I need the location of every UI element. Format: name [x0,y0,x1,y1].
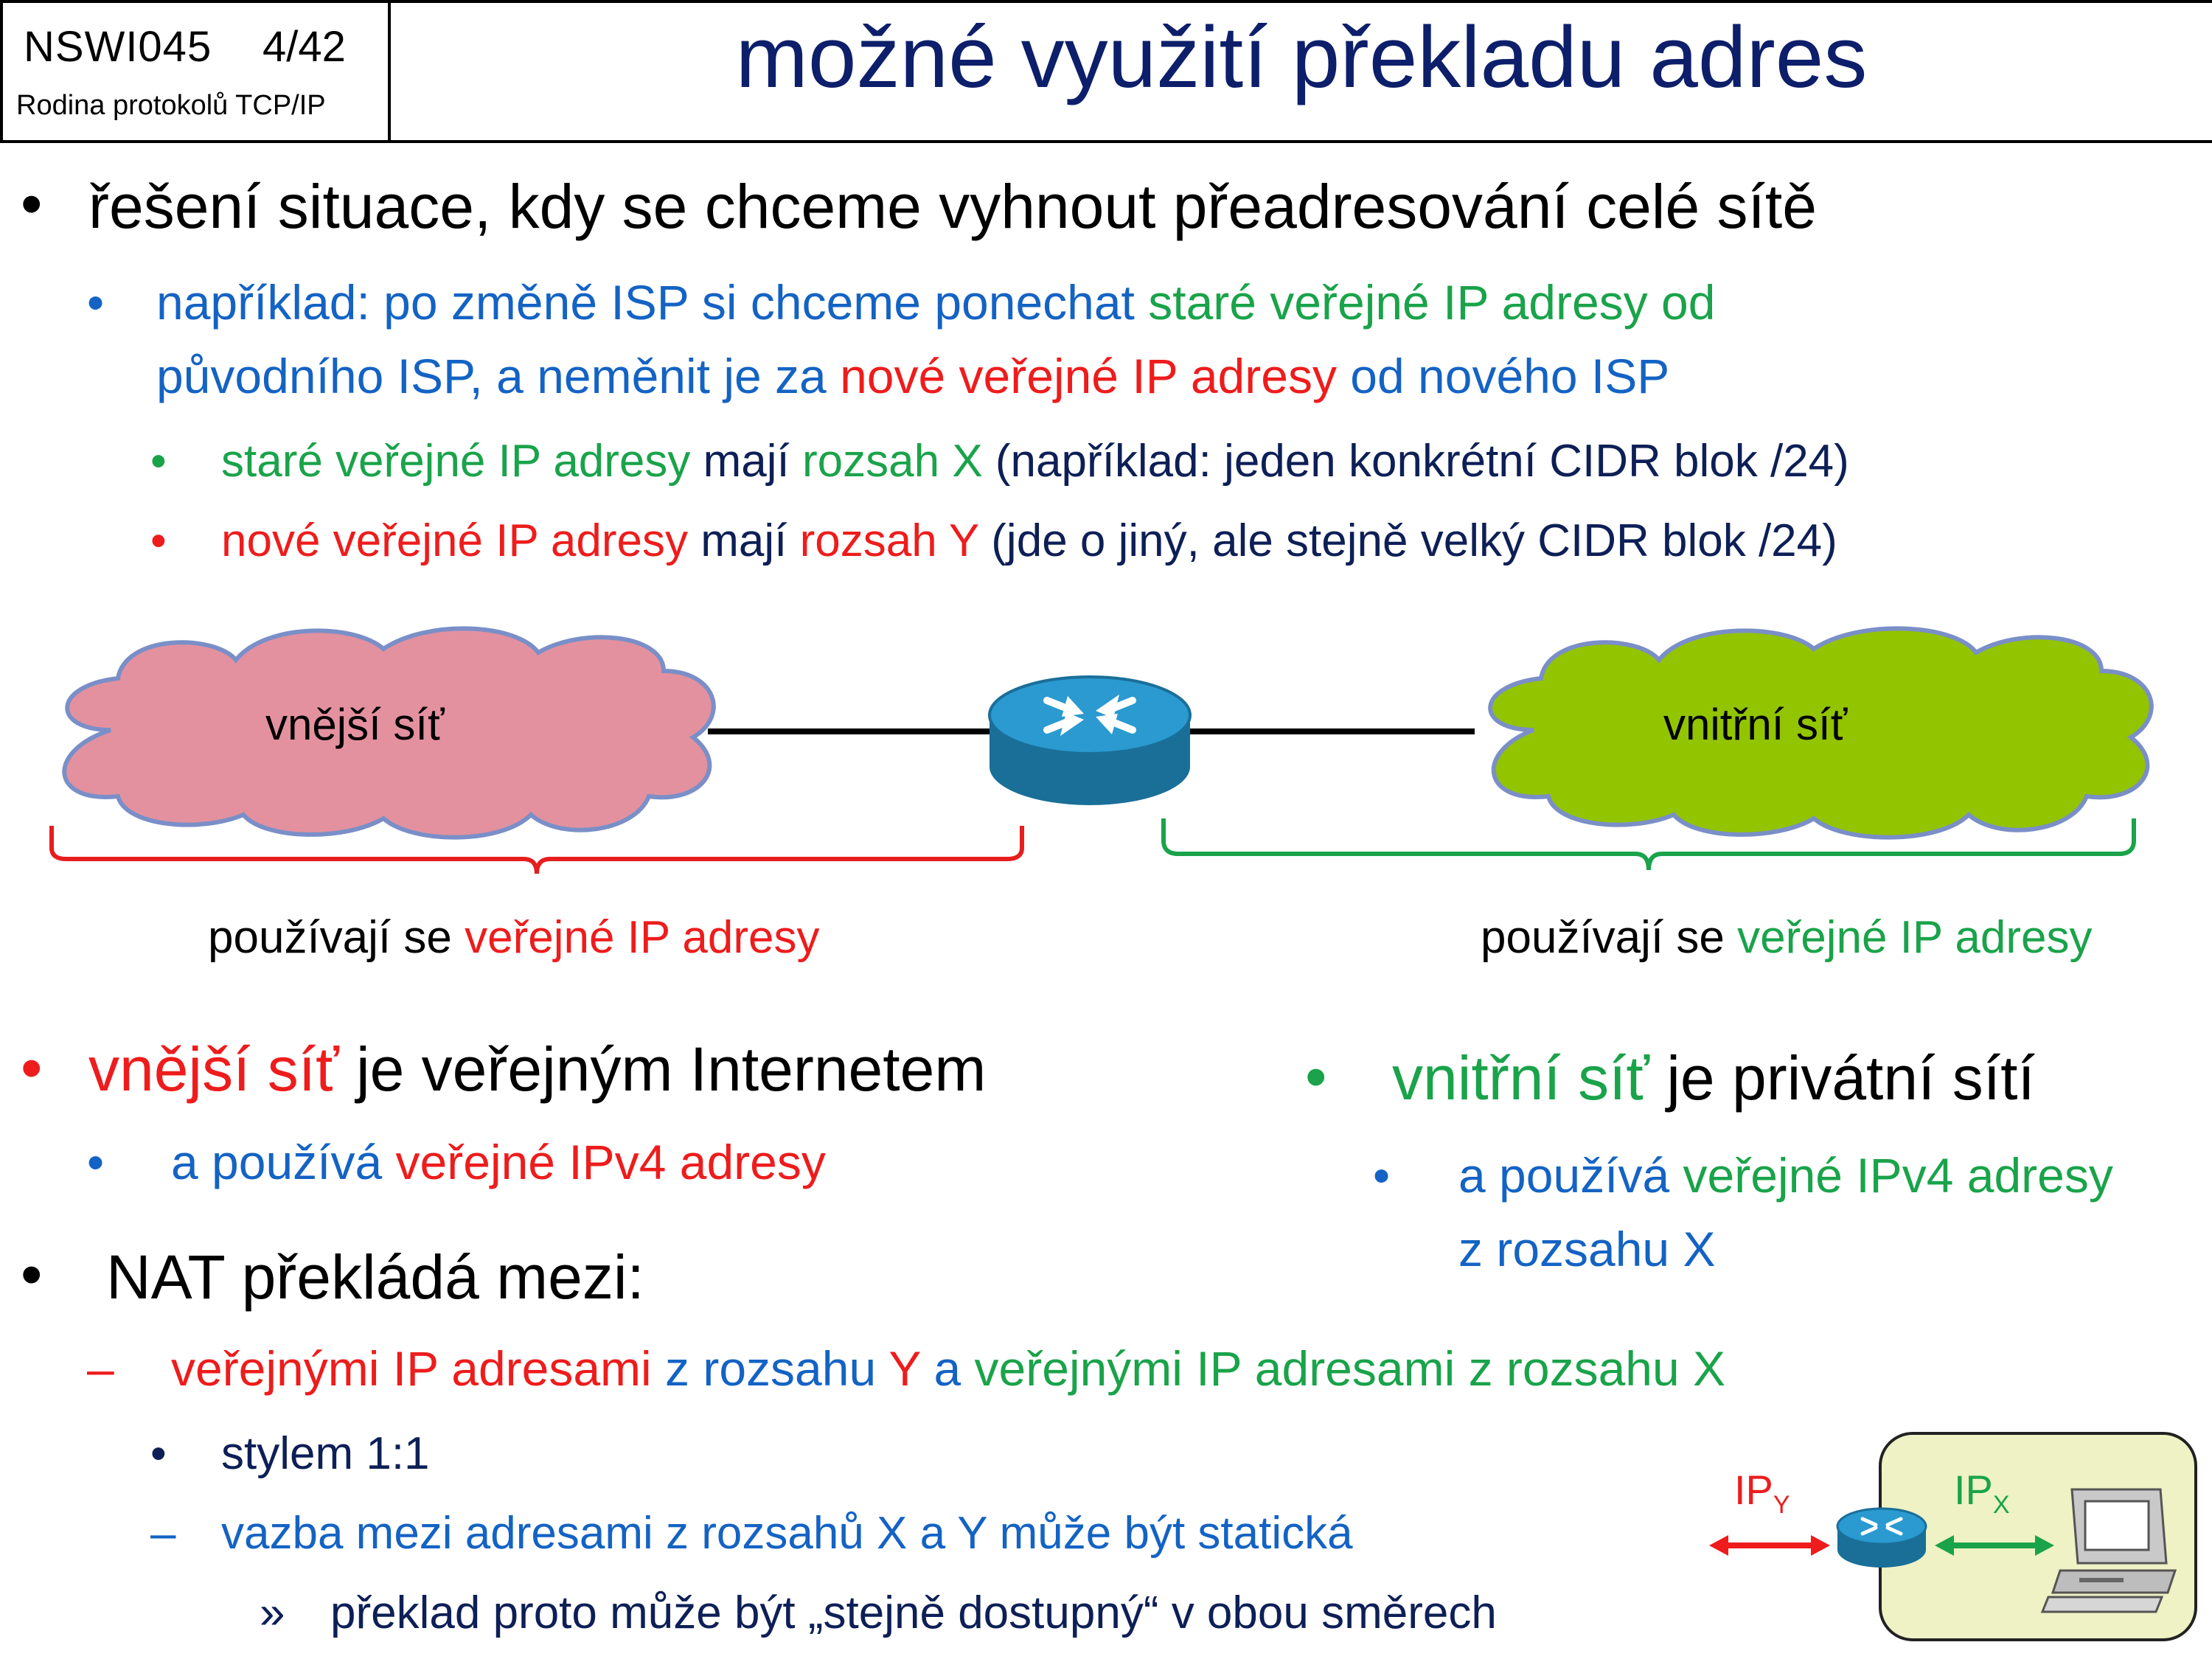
outer-network-label: vnější síť [265,700,445,749]
bullet-example-line2: původního ISP, a neměnit je za nové veřejné IP adresy od nového ISP [156,349,1670,403]
bullet-marker: • [21,1033,43,1102]
course-code: NSWI045 [24,23,212,71]
small-router-icon [1837,1509,1926,1568]
outer-range-caption: používají se veřejné IP adresy [208,912,820,963]
inner-range-caption: používají se veřejné IP adresy [1481,912,2093,963]
bullet-marker: • [21,169,43,238]
nat-static-binding: vazba mezi adresami z rozsahů X a Y může být statická [221,1508,1353,1559]
nat-style: stylem 1:1 [221,1428,430,1479]
bullet-marker: • [21,1239,43,1309]
inner-network-statement: vnitřní síť je privátní sítí [1392,1043,2035,1113]
nat-legend-diagram [1696,1467,2212,1644]
course-name: Rodina protokolů TCP/IP [16,90,326,121]
ip-y-arrow [1709,1535,1830,1556]
bullet-marker: • [1373,1148,1391,1203]
router-icon [990,677,1190,805]
bullet-marker: • [87,275,105,330]
nat-heading: NAT překládá mezi: [106,1242,644,1312]
bullet-marker: • [1305,1042,1327,1111]
ip-x-label: $IP_X$ [1954,1467,2010,1520]
bullet-marker: • [150,436,167,487]
bullet-marker: • [87,1135,105,1189]
bullet-example-line1: například: po změně ISP si chceme ponechat staré veřejné IP adresy od [156,275,1716,330]
ip-x-arrow [1935,1535,2054,1556]
ip-y-label: $IP_Y$ [1734,1467,1790,1520]
inner-network-label: vnitřní síť [1663,700,1848,749]
nat-bidirectional: překlad proto může být „stejně dostupný“ v obou směrech [330,1587,1497,1638]
outer-network-sub: a používá veřejné IPv4 adresy [171,1135,826,1189]
outer-range-brace [52,826,1022,874]
bullet-marker: • [150,1428,167,1479]
bullet-new-range: nové veřejné IP adresy mají rozsah Y (jde o jiný, ale stejně velký CIDR blok /24) [221,515,1837,566]
course-info-box [3,3,391,140]
dash-marker: – [87,1341,114,1396]
slide-title: možné využití překladu adres [735,9,1868,106]
bullet-main: řešení situace, kdy se chceme vyhnout přeadresování celé sítě [88,172,1817,241]
inner-network-sub-range: z rozsahu X [1458,1222,1716,1276]
page-number: 4/42 [262,23,346,71]
computer-icon [2042,1489,2175,1612]
bullet-old-range: staré veřejné IP adresy mají rozsah X (například: jeden konkrétní CIDR blok /24) [221,436,1849,487]
dash-marker: – [150,1508,176,1559]
bullet-marker: • [150,515,167,566]
inner-network-sub: a používá veřejné IPv4 adresy [1458,1148,2113,1203]
nat-translation-rule: veřejnými IP adresami z rozsahu Y a veřejnými IP adresami z rozsahu X [171,1341,1726,1396]
raquo-marker: » [260,1587,285,1638]
outer-network-statement: vnější síť je veřejným Internetem [88,1034,987,1104]
